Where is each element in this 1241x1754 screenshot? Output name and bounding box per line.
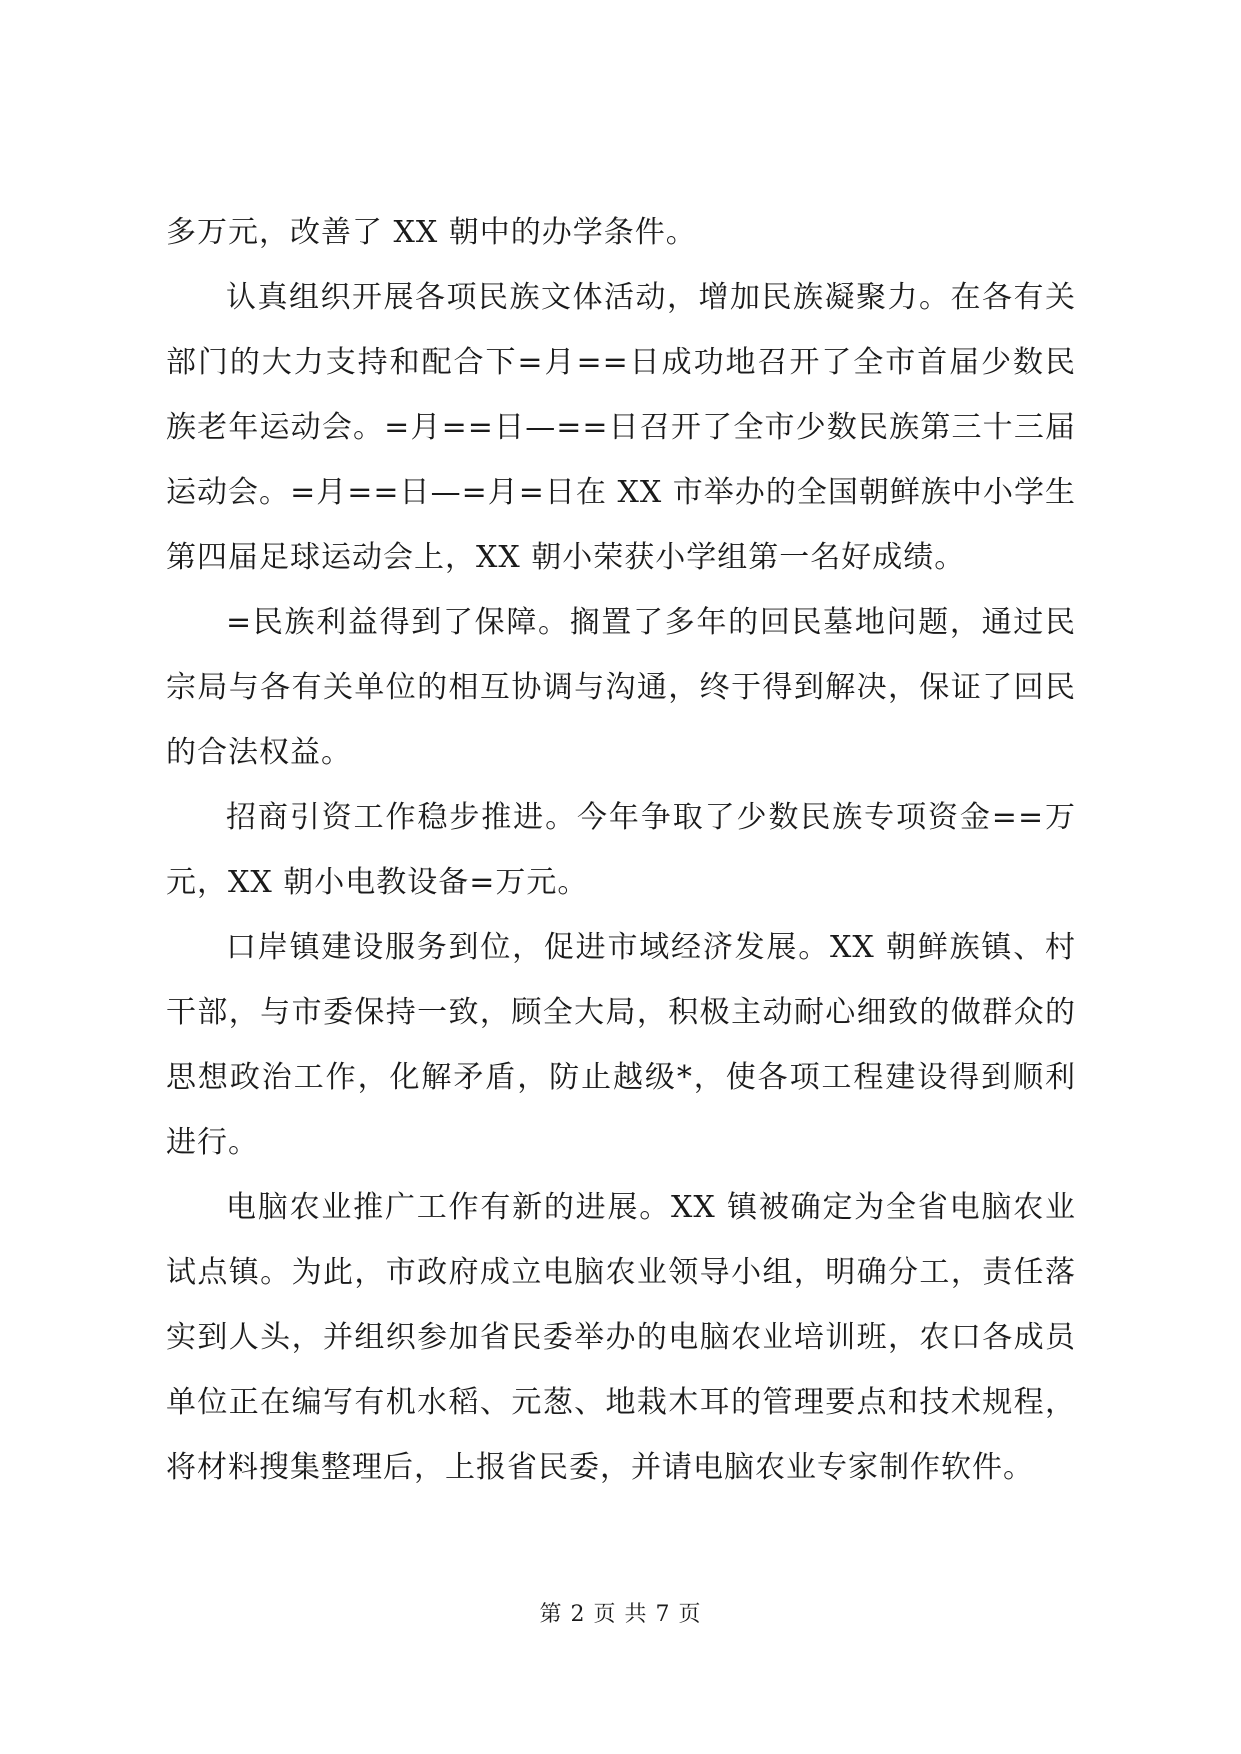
paragraph-6: 电脑农业推广工作有新的进展。XX 镇被确定为全省电脑农业试点镇。为此，市政府成立电脑农业领导小组，明确分工，责任落实到人头，并组织参加省民委举办的电脑农业培训班，农口各成员单位正在编写有机水稻、元葱、地栽木耳的管理要点和技术规程，将材料搜集整理后，上报省民委，并请电脑农业专家制作软件。	[166, 1190, 1076, 1485]
paragraph-1: 多万元，改善了 XX 朝中的办学条件。	[166, 215, 697, 250]
document-body	[166, 200, 1076, 1500]
paragraph-4: 招商引资工作稳步推进。今年争取了少数民族专项资金==万元，XX 朝小电教设备=万元。	[166, 800, 1076, 900]
page-footer: 第 2 页 共 7 页	[539, 1602, 702, 1627]
paragraph-3: =民族利益得到了保障。搁置了多年的回民墓地问题，通过民宗局与各有关单位的相互协调与沟通，终于得到解决，保证了回民的合法权益。	[166, 605, 1076, 770]
paragraph-5: 口岸镇建设服务到位，促进市域经济发展。XX 朝鲜族镇、村干部，与市委保持一致，顾全大局，积极主动耐心细致的做群众的思想政治工作，化解矛盾，防止越级*，使各项工程建设得到顺利进行。	[166, 930, 1076, 1160]
paragraph-2: 认真组织开展各项民族文体活动，增加民族凝聚力。在各有关部门的大力支持和配合下=月==日成功地召开了全市首届少数民族老年运动会。=月==日—==日召开了全市少数民族第三十三届运动会。=月==日—=月=日在 XX 市举办的全国朝鲜族中小学生第四届足球运动会上，XX 朝小荣获小学组第一名好成绩。	[166, 280, 1076, 575]
